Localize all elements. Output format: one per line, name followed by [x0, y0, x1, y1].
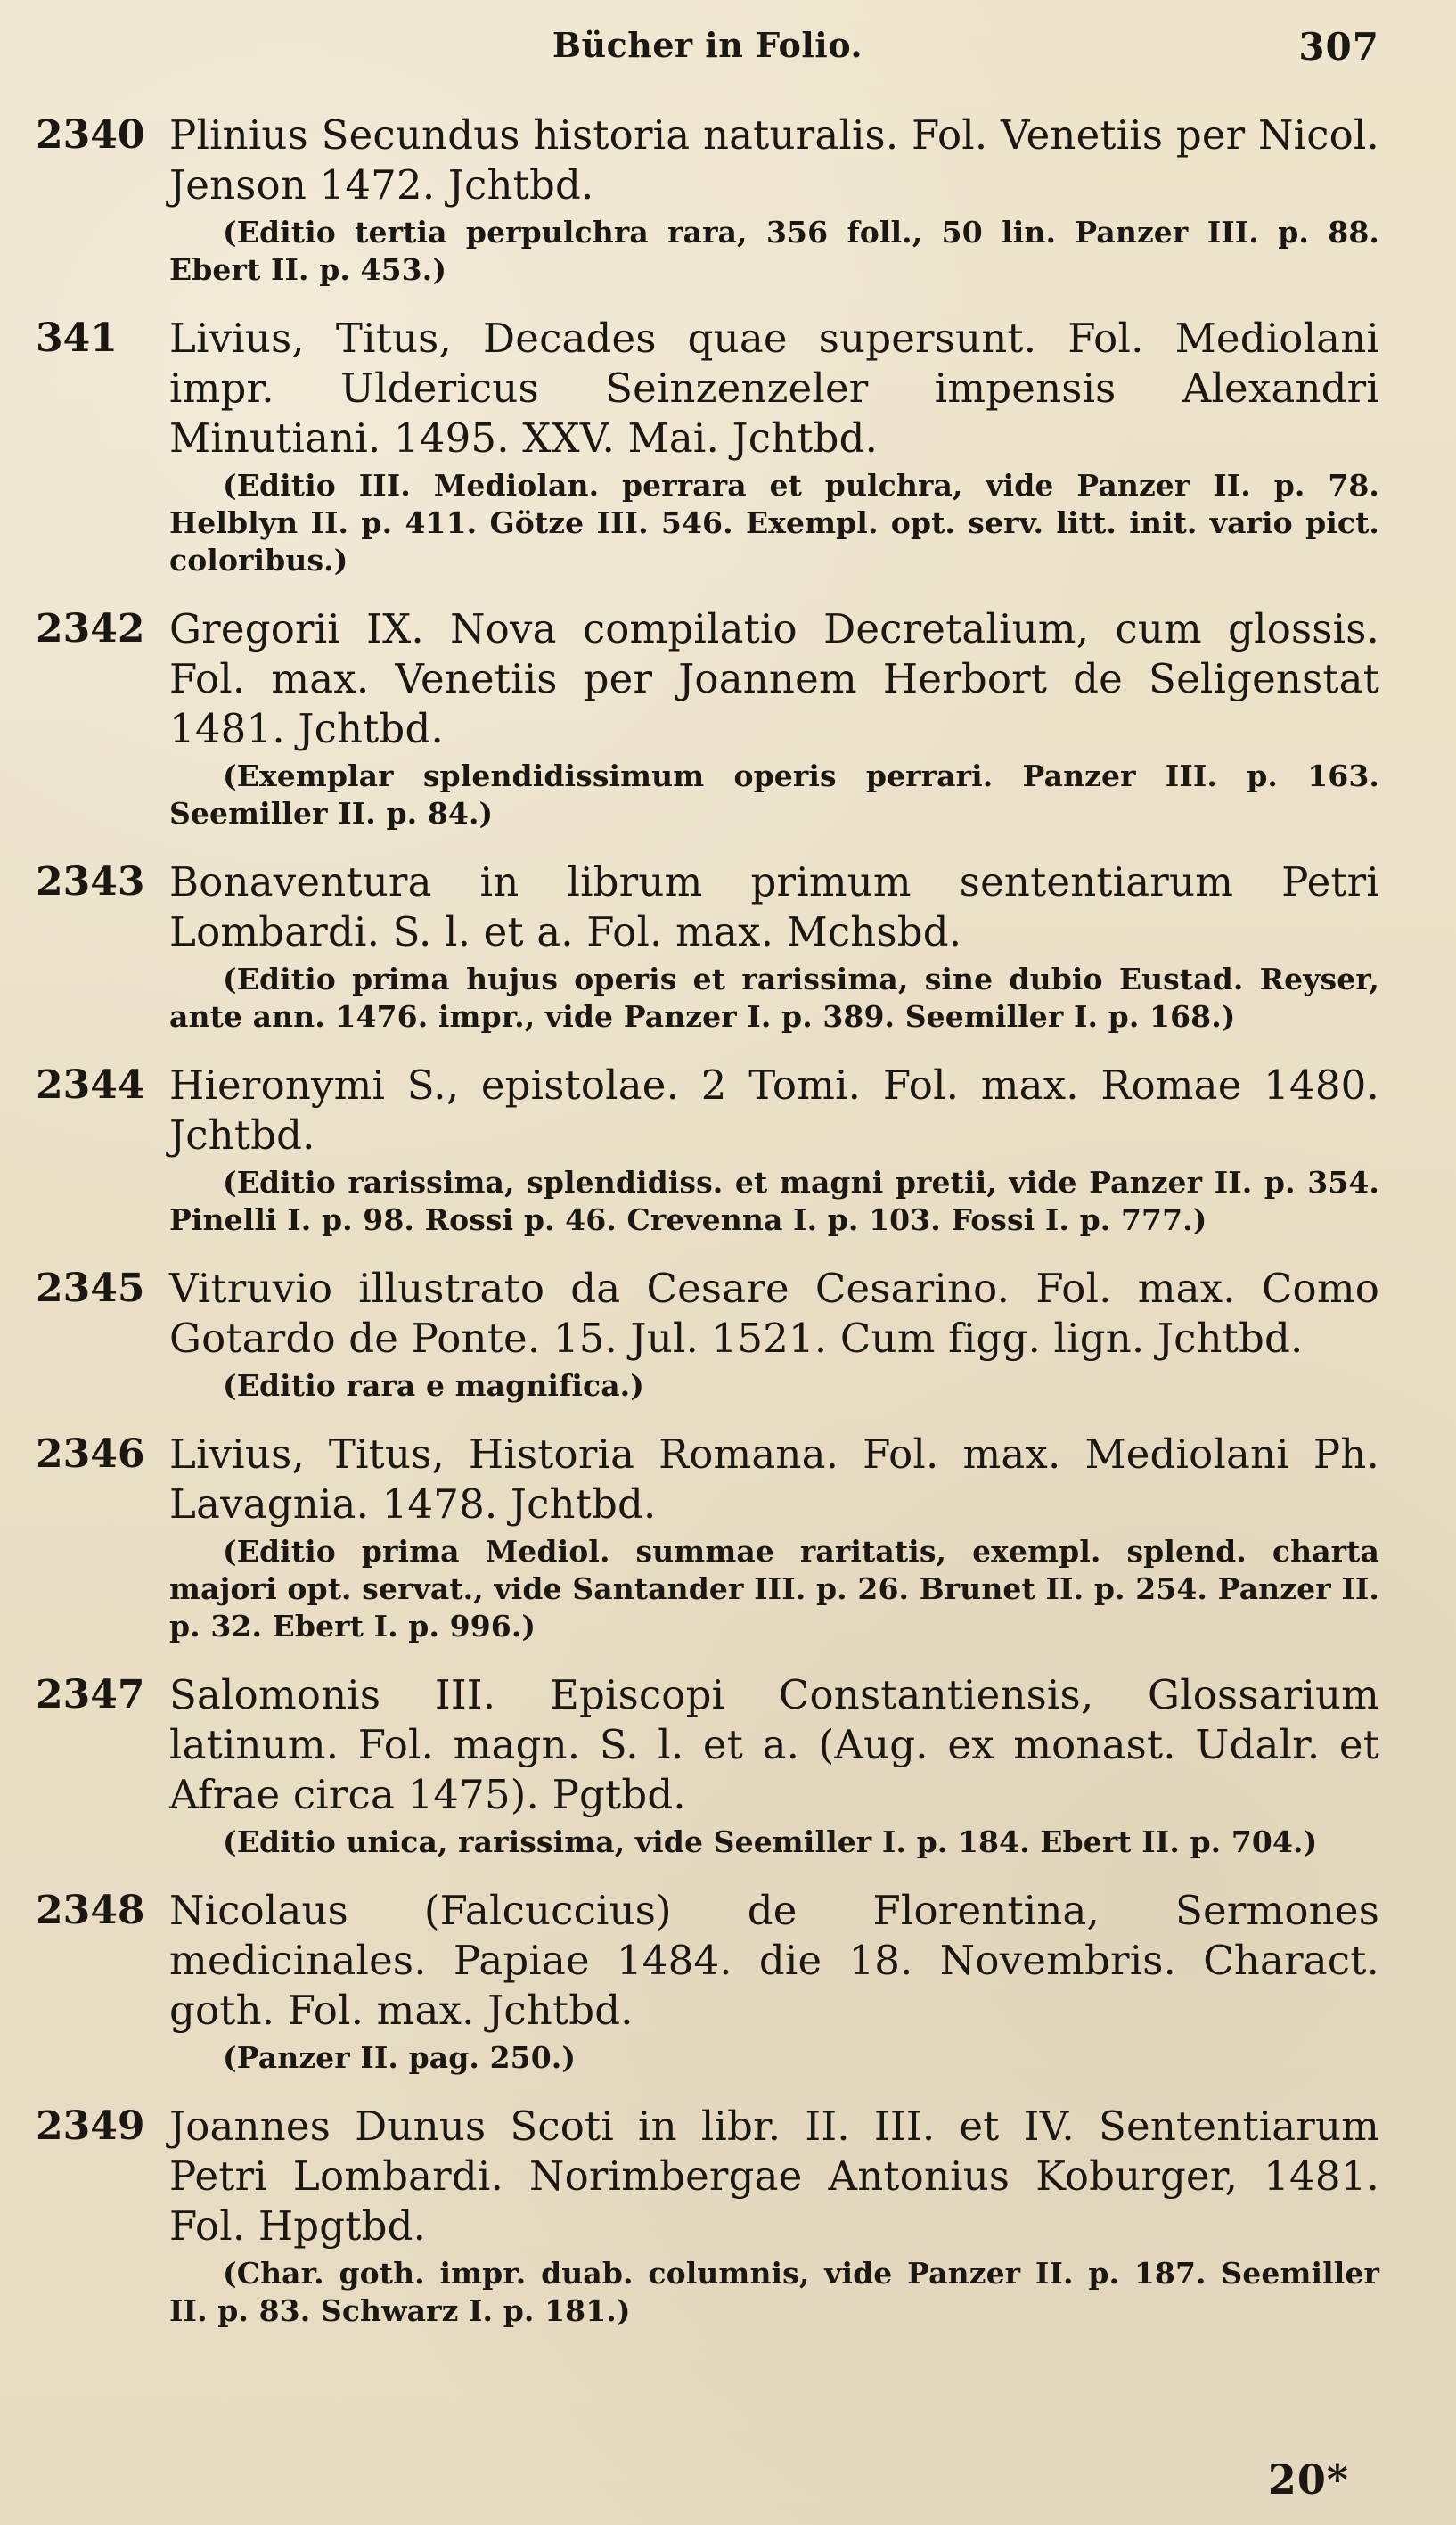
entry-title: Hieronymi S., epistolae. 2 Tomi. Fol. max. Romae 1480. Jchtbd. [169, 1062, 1379, 1159]
entry-body [169, 1264, 1379, 1405]
entry-body [169, 1061, 1379, 1239]
catalog-entry-2346 [36, 1430, 1379, 1645]
entry-note: (Panzer II. pag. 250.) [223, 2040, 577, 2075]
entry-title: Joannes Dunus Scoti in libr. II. III. et IV. Sententiarum Petri Lombardi. Norimbergae Antonius Koburger, 1481. Fol. Hpgtbd. [169, 2103, 1379, 2250]
page-header [36, 25, 1379, 80]
catalog-entry-2340 [36, 111, 1379, 289]
entry-note: (Char. goth. impr. duab. columnis, vide Panzer II. p. 187. Seemiller II. p. 83. Schwarz I. p. 181.) [169, 2256, 1379, 2328]
entry-title: Plinius Secundus historia naturalis. Fol. Venetiis per Nicol. Jenson 1472. Jchtbd. [169, 111, 1379, 209]
entry-body [169, 857, 1379, 1036]
entry-number: 2347 [36, 1672, 145, 1717]
catalog-entry-2345 [36, 1264, 1379, 1405]
entry-body [169, 111, 1379, 289]
entry-body [169, 2102, 1379, 2330]
entry-number: 2343 [36, 859, 145, 905]
entry-body [169, 604, 1379, 832]
entry-number: 2349 [36, 2103, 145, 2149]
entry-note: (Editio rara e magnifica.) [223, 1368, 644, 1403]
catalog-entry-2349 [36, 2102, 1379, 2330]
entry-note: (Editio III. Mediolan. perrara et pulchra, vide Panzer II. p. 78. Helblyn II. p. 411. Götze III. 546. Exempl. opt. serv. litt. init. vario pict. coloribus.) [169, 468, 1379, 578]
entry-number: 2342 [36, 606, 145, 652]
entry-number: 2348 [36, 1888, 145, 1933]
entry-body [169, 1670, 1379, 1861]
catalog-entry-2348 [36, 1886, 1379, 2077]
catalog-entry-341 [36, 314, 1379, 579]
entry-list [36, 111, 1379, 2330]
printer-signature: 20* [1267, 2455, 1349, 2504]
catalog-entry-2342 [36, 604, 1379, 832]
entry-note: (Editio rarissima, splendidiss. et magni pretii, vide Panzer II. p. 354. Pinelli I. p. 98. Rossi p. 46. Crevenna I. p. 103. Fossi I. p. 777.) [169, 1165, 1379, 1237]
entry-number: 2340 [36, 112, 145, 158]
entry-title: Salomonis III. Episcopi Constantiensis, Glossarium latinum. Fol. magn. S. l. et a. (Aug. ex monast. Udalr. et Afrae circa 1475). Pgtbd. [169, 1671, 1379, 1818]
running-title: Bücher in Folio. [552, 25, 863, 65]
entry-title: Vitruvio illustrato da Cesare Cesarino. Fol. max. Como Gotardo de Ponte. 15. Jul. 1521. Cum figg. lign. Jchtbd. [169, 1265, 1379, 1362]
entry-note: (Exemplar splendidissimum operis perrari. Panzer III. p. 163. Seemiller II. p. 84.) [169, 758, 1379, 831]
entry-number: 2345 [36, 1266, 145, 1311]
entry-body [169, 1886, 1379, 2077]
catalog-entry-2343 [36, 857, 1379, 1036]
entry-number: 2346 [36, 1431, 145, 1477]
entry-body [169, 314, 1379, 579]
entry-title: Gregorii IX. Nova compilatio Decretalium, cum glossis. Fol. max. Venetiis per Joannem Herbort de Seligenstat 1481. Jchtbd. [169, 605, 1379, 752]
entry-title: Livius, Titus, Historia Romana. Fol. max. Mediolani Ph. Lavagnia. 1478. Jchtbd. [169, 1431, 1379, 1528]
entry-note: (Editio tertia perpulchra rara, 356 foll., 50 lin. Panzer III. p. 88. Ebert II. p. 453.) [169, 215, 1379, 287]
entry-title: Bonaventura in librum primum sententiarum Petri Lombardi. S. l. et a. Fol. max. Mchsbd. [169, 858, 1379, 955]
catalog-entry-2344 [36, 1061, 1379, 1239]
entry-note: (Editio prima Mediol. summae raritatis, exempl. splend. charta majori opt. servat., vide Santander III. p. 26. Brunet II. p. 254. Panzer II. p. 32. Ebert I. p. 996.) [169, 1534, 1379, 1644]
entry-body [169, 1430, 1379, 1645]
entry-number: 2344 [36, 1062, 145, 1108]
entry-note: (Editio unica, rarissima, vide Seemiller I. p. 184. Ebert II. p. 704.) [223, 1824, 1318, 1859]
entry-number: 341 [36, 316, 118, 361]
entry-title: Livius, Titus, Decades quae supersunt. Fol. Mediolani impr. Uldericus Seinzenzeler impensis Alexandri Minutiani. 1495. XXV. Mai. Jchtbd. [169, 315, 1379, 462]
entry-title: Nicolaus (Falcuccius) de Florentina, Sermones medicinales. Papiae 1484. die 18. Novembris. Charact. goth. Fol. max. Jchtbd. [169, 1887, 1379, 2034]
page-number: 307 [1298, 25, 1379, 69]
entry-note: (Editio prima hujus operis et rarissima, sine dubio Eustad. Reyser, ante ann. 1476. impr., vide Panzer I. p. 389. Seemiller I. p. 168.) [169, 962, 1379, 1034]
catalog-entry-2347 [36, 1670, 1379, 1861]
